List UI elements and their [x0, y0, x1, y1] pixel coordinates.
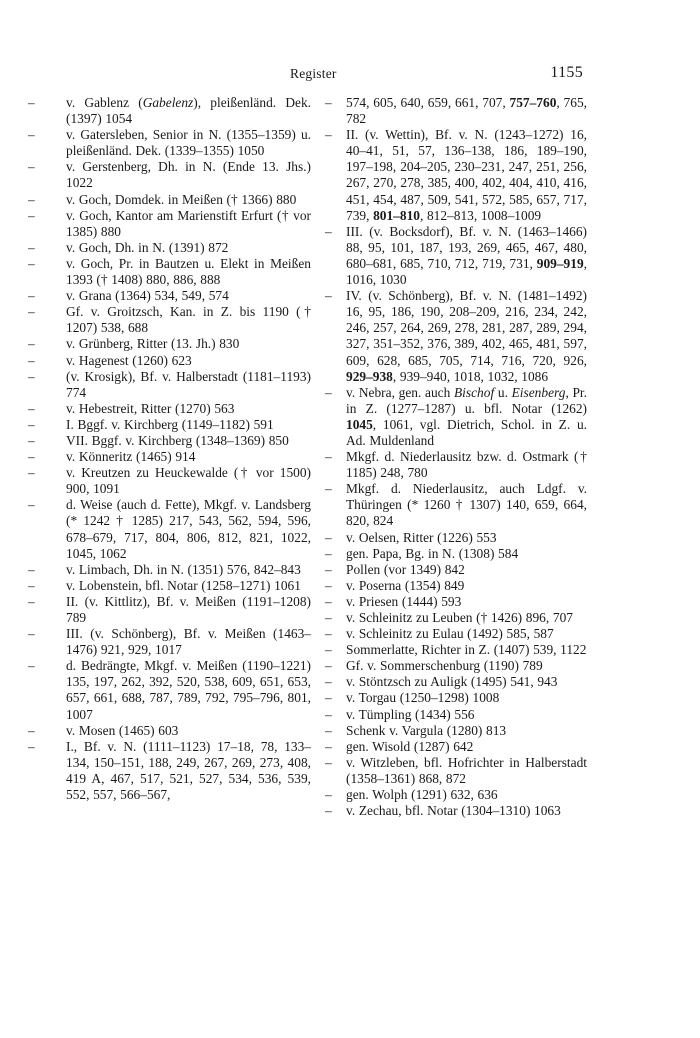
entry-text: v. Gatersleben, Senior in N. (1355–1359) u. pleißenländ. Dek. (1339–1355) 1050 [66, 127, 311, 159]
entry-dash: – [325, 593, 332, 609]
register-entry [28, 465, 311, 497]
register-entry [28, 369, 311, 401]
entry-text: v. Priesen (1444) 593 [346, 593, 462, 609]
entry-text: VII. Bggf. v. Kirchberg (1348–1369) 850 [66, 432, 289, 448]
entry-dash: – [28, 465, 35, 481]
entry-text: gen. Wisold (1287) 642 [346, 738, 474, 754]
entry-dash: – [325, 288, 332, 304]
entry-dash: – [325, 738, 332, 754]
register-entry [28, 417, 311, 433]
entry-text: IV. (v. Schönberg), Bf. v. N. (1481–1492) 16, 95, 186, 190, 208–209, 216, 234, 242, 246, 257, 264, 269, 278, 281, 287, 289, 294, 327, 351–352, 376, 389, 402, 465, 481, 597, 609, 628, 685, 705, 714, 716, 720, 926, [346, 288, 587, 368]
entry-text: 574, 605, 640, 659, 661, 707, [346, 95, 510, 110]
register-entry [325, 288, 587, 385]
entry-bold-ref: 1045 [346, 416, 373, 432]
entry-text: Mkgf. d. Niederlausitz bzw. d. Ostmark († 1185) 248, 780 [346, 449, 587, 481]
register-entry [325, 787, 587, 803]
entry-dash: – [325, 706, 332, 722]
entry-text: v. Torgau (1250–1298) 1008 [346, 690, 500, 706]
entry-dash: – [28, 593, 35, 609]
register-entry [28, 304, 311, 336]
entry-dash: – [28, 416, 35, 432]
entry-text: , 1061, vgl. Dietrich, Schol. in Z. u. Ad. Muldenland [346, 416, 587, 448]
entry-text: d. Bedrängte, Mkgf. v. Meißen (1190–1221) 135, 197, 262, 392, 520, 538, 609, 651, 653, 657, 661, 688, 787, 789, 792, 795–796, 801, 1007 [66, 658, 311, 722]
register-entry [28, 739, 311, 803]
register-column-left [28, 95, 311, 803]
register-entry [28, 658, 311, 722]
entry-dash: – [28, 738, 35, 754]
register-entry [325, 594, 587, 610]
register-entry [325, 481, 587, 529]
entry-dash: – [28, 95, 35, 110]
entry-bold-ref: 801–810 [373, 207, 420, 223]
register-entry [28, 723, 311, 739]
entry-dash: – [28, 561, 35, 577]
entry-text: v. Goch, Kantor am Marienstift Erfurt († vor 1385) 880 [66, 207, 311, 239]
entry-text: , 1016, 1030 [346, 255, 587, 288]
entry-text: v. Könneritz (1465) 914 [66, 449, 196, 465]
entry-text: I. Bggf. v. Kirchberg (1149–1182) 591 [66, 416, 274, 432]
entry-text: v. Tümpling (1434) 556 [346, 706, 475, 722]
entry-text: v. Oelsen, Ritter (1226) 553 [346, 529, 497, 545]
register-entry [28, 353, 311, 369]
entry-text: , 939–940, 1018, 1032, 1086 [392, 368, 549, 384]
entry-text: Schenk v. Vargula (1280) 813 [346, 722, 507, 738]
entry-text: gen. Wolph (1291) 632, 636 [346, 787, 498, 803]
entry-text: v. Lobenstein, bfl. Notar (1258–1271) 1061 [66, 577, 301, 593]
entry-text: Gf. v. Sommerschenburg (1190) 789 [346, 658, 543, 674]
register-entry [325, 546, 587, 562]
register-entry [28, 433, 311, 449]
entry-text: Sommerlatte, Richter in Z. (1407) 539, 1122 [346, 642, 587, 658]
entry-text: v. Gablenz ( [66, 95, 143, 110]
entry-dash: – [325, 384, 332, 400]
register-entry [325, 658, 587, 674]
entry-text: v. Stöntzsch zu Auligk (1495) 541, 943 [346, 674, 558, 690]
entry-text: Mkgf. d. Niederlausitz, auch Ldgf. v. Thüringen (* 1260 † 1307) 140, 659, 664, 820, 824 [346, 481, 587, 529]
entry-italic-text: Bischof [454, 384, 495, 400]
entry-text: III. (v. Schönberg), Bf. v. Meißen (1463–1476) 921, 929, 1017 [66, 626, 311, 658]
entry-dash: – [325, 722, 332, 738]
entry-text: u. [494, 384, 512, 400]
entry-text: (v. Krosigk), Bf. v. Halberstadt (1181–1193) 774 [66, 368, 311, 400]
entry-dash: – [325, 545, 332, 561]
entry-bold-ref: 909–919 [536, 255, 584, 271]
entry-text: v. Mosen (1465) 603 [66, 722, 179, 738]
entry-text: v. Poserna (1354) 849 [346, 577, 465, 593]
register-entry [28, 626, 311, 658]
page-number: 1155 [550, 64, 583, 81]
register-entry [28, 159, 311, 191]
entry-text: , 812–813, 1008–1009 [419, 207, 542, 223]
entry-dash: – [28, 352, 35, 368]
entry-bold-ref: 757–760 [509, 95, 557, 110]
entry-text: II. (v. Wettin), Bf. v. N. (1243–1272) 16, 40–41, 51, 57, 136–138, 186, 189–190, 197–198, 204–205, 230–231, 247, 251, 256, 267, 270, 278, 385, 400, 402, 404, 410, 416, 451, 454, 487, 509, 541, 572, 585, 657, 717, 739, [346, 127, 587, 223]
entry-dash: – [28, 207, 35, 223]
register-entry [325, 626, 587, 642]
entry-dash: – [28, 288, 35, 304]
register-entry [325, 127, 587, 224]
register-entry [28, 240, 311, 256]
entry-text: v. Hagenest (1260) 623 [66, 352, 192, 368]
entry-text: v. Goch, Pr. in Bautzen u. Elekt in Meißen 1393 († 1408) 880, 886, 888 [66, 255, 311, 288]
entry-dash: – [28, 626, 35, 642]
entry-dash: – [325, 561, 332, 577]
entry-text: v. Grana (1364) 534, 549, 574 [66, 288, 229, 304]
entry-dash: – [28, 191, 35, 207]
register-entry [325, 95, 587, 127]
entry-text: v. Nebra, gen. auch [346, 384, 454, 400]
entry-dash: – [325, 529, 332, 545]
entry-text: v. Schleinitz zu Leuben († 1426) 896, 707 [346, 610, 573, 625]
entry-text: v. Kreutzen zu Heuckewalde († vor 1500) 900, 1091 [66, 465, 311, 497]
entry-bold-ref: 929–938 [346, 368, 393, 384]
register-entry [325, 690, 587, 706]
entry-dash: – [325, 690, 332, 706]
register-entry [28, 336, 311, 352]
entry-text: v. Witzleben, bfl. Hofrichter in Halberstadt (1358–1361) 868, 872 [346, 754, 587, 786]
entry-dash: – [325, 449, 332, 465]
entry-text: v. Goch, Dh. in N. (1391) 872 [66, 239, 229, 255]
entry-text: v. Hebestreit, Ritter (1270) 563 [66, 400, 235, 416]
entry-dash: – [28, 127, 35, 143]
register-entry [325, 578, 587, 594]
entry-text: I., Bf. v. N. (1111–1123) 17–18, 78, 133–134, 150–151, 188, 249, 267, 269, 273, 408, 419 A, 467, 517, 521, 527, 534, 536, 539, 552, 557, 566–567, [66, 738, 311, 803]
register-entry [28, 95, 311, 127]
entry-dash: – [28, 239, 35, 255]
entry-dash: – [325, 674, 332, 690]
entry-dash: – [325, 787, 332, 803]
entry-dash: – [28, 432, 35, 448]
entry-dash: – [325, 577, 332, 593]
entry-text: gen. Papa, Bg. in N. (1308) 584 [346, 545, 519, 561]
entry-dash: – [28, 336, 35, 352]
entry-text: v. Goch, Domdek. in Meißen († 1366) 880 [66, 191, 297, 207]
entry-text: Gf. v. Groitzsch, Kan. in Z. bis 1190 († 1207) 538, 688 [66, 304, 311, 336]
register-column-right [325, 95, 587, 819]
entry-dash: – [325, 642, 332, 658]
page-header [0, 64, 700, 86]
register-entry [325, 803, 587, 819]
entry-dash: – [28, 368, 35, 384]
entry-text: ), pleißenländ. Dek. (1397) 1054 [66, 95, 311, 127]
register-entry [28, 594, 311, 626]
entry-text: , Pr. in Z. (1277–1287) u. bfl. Notar (1262) [346, 384, 587, 416]
register-entry [28, 449, 311, 465]
entry-dash: – [325, 658, 332, 674]
register-entry [325, 562, 587, 578]
entry-dash: – [28, 159, 35, 175]
register-entry [28, 192, 311, 208]
entry-dash: – [28, 449, 35, 465]
entry-text: III. (v. Bocksdorf), Bf. v. N. (1463–1466) 88, 95, 101, 187, 193, 269, 465, 467, 480, 680–681, 685, 710, 712, 719, 731, [346, 223, 587, 271]
entry-text: , 765, 782 [346, 95, 587, 127]
entry-text: II. (v. Kittlitz), Bf. v. Meißen (1191–1208) 789 [66, 593, 311, 625]
entry-dash: – [325, 754, 332, 770]
entry-italic-text: Eisenberg [511, 384, 566, 400]
entry-dash: – [325, 481, 332, 497]
register-entry [28, 127, 311, 159]
register-entry [28, 497, 311, 561]
entry-dash: – [28, 722, 35, 738]
entry-text: d. Weise (auch d. Fette), Mkgf. v. Landsberg (* 1242 † 1285) 217, 543, 562, 594, 596, 678–679, 717, 804, 806, 812, 821, 1022, 1045, 1062 [66, 497, 311, 561]
entry-dash: – [325, 803, 332, 819]
entry-dash: – [325, 95, 332, 110]
register-entry [325, 723, 587, 739]
entry-dash: – [28, 577, 35, 593]
register-entry [325, 674, 587, 690]
register-entry [28, 288, 311, 304]
entry-text: v. Limbach, Dh. in N. (1351) 576, 842–843 [66, 561, 301, 577]
entry-dash: – [28, 497, 35, 513]
register-entry [325, 449, 587, 481]
entry-dash: – [28, 400, 35, 416]
register-entry [28, 578, 311, 594]
entry-dash: – [325, 610, 332, 625]
entry-dash: – [325, 223, 332, 239]
register-entry [28, 562, 311, 578]
register-entry [325, 755, 587, 787]
register-entry [325, 610, 587, 626]
entry-italic-text: Gabelenz [142, 95, 194, 110]
entry-dash: – [325, 127, 332, 143]
entry-dash: – [325, 626, 332, 642]
register-entry [325, 642, 587, 658]
entry-text: v. Grünberg, Ritter (13. Jh.) 830 [66, 336, 240, 352]
register-entry [325, 385, 587, 449]
register-entry [28, 256, 311, 288]
register-entry [28, 208, 311, 240]
register-entry [325, 530, 587, 546]
register-entry [325, 707, 587, 723]
running-title: Register [290, 66, 337, 81]
entry-dash: – [28, 255, 35, 271]
entry-dash: – [28, 658, 35, 674]
register-entry [325, 224, 587, 288]
entry-dash: – [28, 304, 35, 320]
entry-text: v. Zechau, bfl. Notar (1304–1310) 1063 [346, 803, 561, 819]
entry-text: v. Schleinitz zu Eulau (1492) 585, 587 [346, 626, 554, 642]
register-entry [28, 401, 311, 417]
entry-text: v. Gerstenberg, Dh. in N. (Ende 13. Jhs.) 1022 [66, 159, 311, 191]
register-entry [325, 739, 587, 755]
entry-text: Pollen (vor 1349) 842 [346, 561, 465, 577]
